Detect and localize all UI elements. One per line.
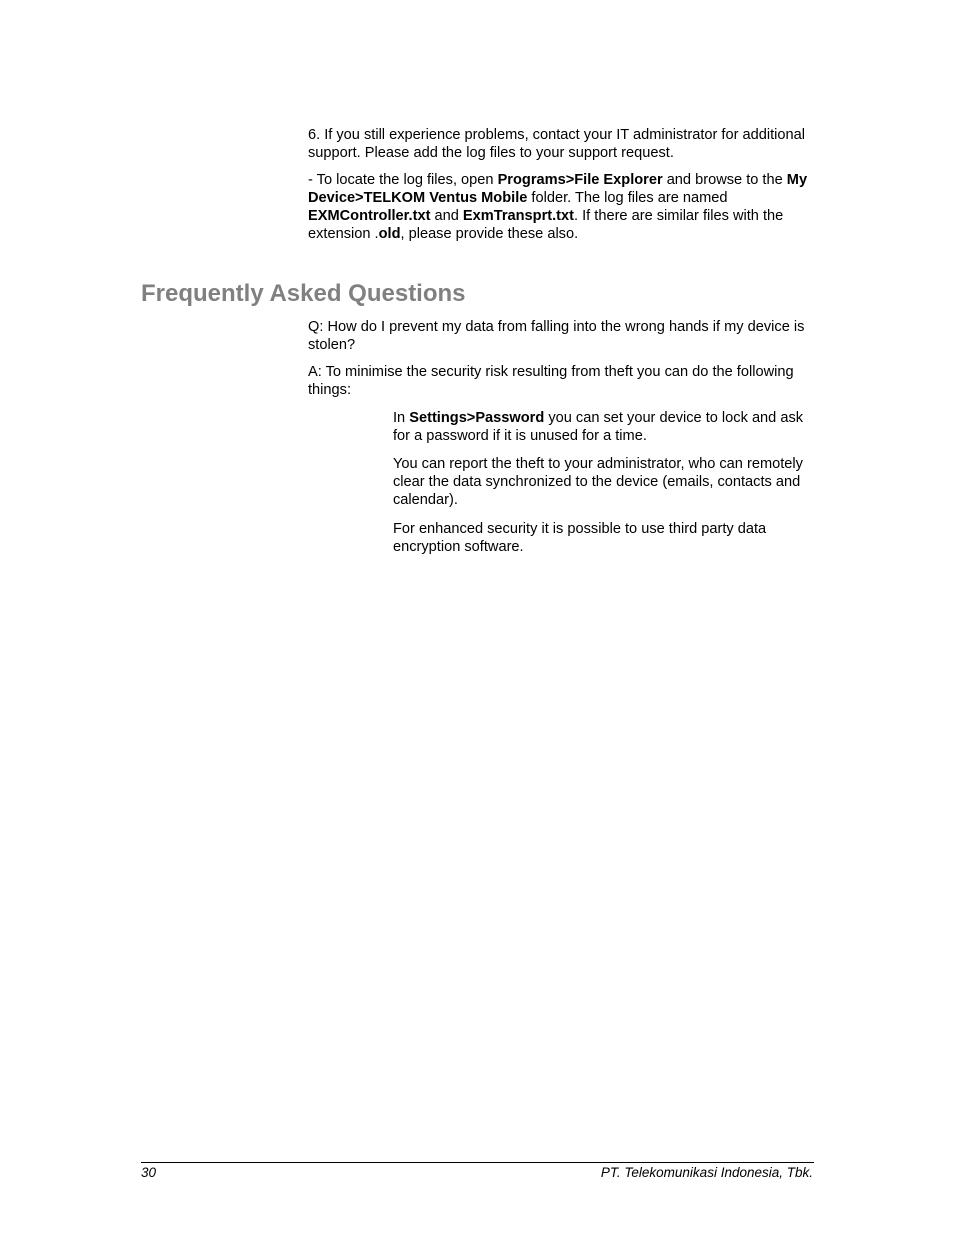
log-text-1: - To locate the log files, open: [308, 172, 498, 188]
faq-answer-text: A: To minimise the security risk resulting from theft you can do the following things:: [308, 364, 794, 398]
log-text-3: folder. The log files are named: [527, 190, 728, 206]
log-files-paragraph: [308, 171, 820, 243]
faq-question: [308, 318, 820, 354]
programs-file-explorer-path: Programs>File Explorer: [497, 172, 663, 188]
log-text-4: and: [430, 208, 463, 224]
faq-question-text: Q: How do I prevent my data from falling into the wrong hands if my device is stolen?: [308, 319, 805, 353]
faq-item-report-theft: [393, 455, 818, 509]
exmcontroller-filename: EXMController.txt: [308, 208, 431, 224]
step-6-paragraph: [308, 126, 820, 162]
faq-item-password: [393, 409, 818, 445]
faq-heading: Frequently Asked Questions: [141, 280, 466, 307]
faq-answer: [308, 363, 820, 399]
step-6-text: 6. If you still experience problems, contact your IT administrator for additional support. Please add the log files to your support request.: [308, 127, 805, 161]
item1-text-1: In: [393, 410, 410, 426]
telkom-folder-path: My Device>TELKOM Ventus Mobile: [308, 172, 808, 206]
item3-text: For enhanced security it is possible to use third party data encryption software.: [393, 521, 767, 555]
page-number: 30: [141, 1165, 157, 1180]
log-text-2: and browse to the: [662, 172, 787, 188]
footer-divider: [141, 1162, 814, 1163]
log-text-6: , please provide these also.: [400, 226, 579, 242]
settings-password-path: Settings>Password: [409, 410, 545, 426]
item2-text: You can report the theft to your administrator, who can remotely clear the data synchronized to the device (emails, contacts and calendar).: [393, 456, 803, 508]
old-extension: old: [378, 226, 401, 242]
exmtransprt-filename: ExmTransprt.txt: [462, 208, 575, 224]
item1-text-2: you can set your device to lock and ask for a password if it is unused for a time.: [393, 410, 804, 444]
footer-company: PT. Telekomunikasi Indonesia, Tbk.: [600, 1165, 813, 1180]
log-text-5: . If there are similar files with the extension .: [308, 208, 784, 242]
faq-item-encryption: [393, 520, 818, 556]
